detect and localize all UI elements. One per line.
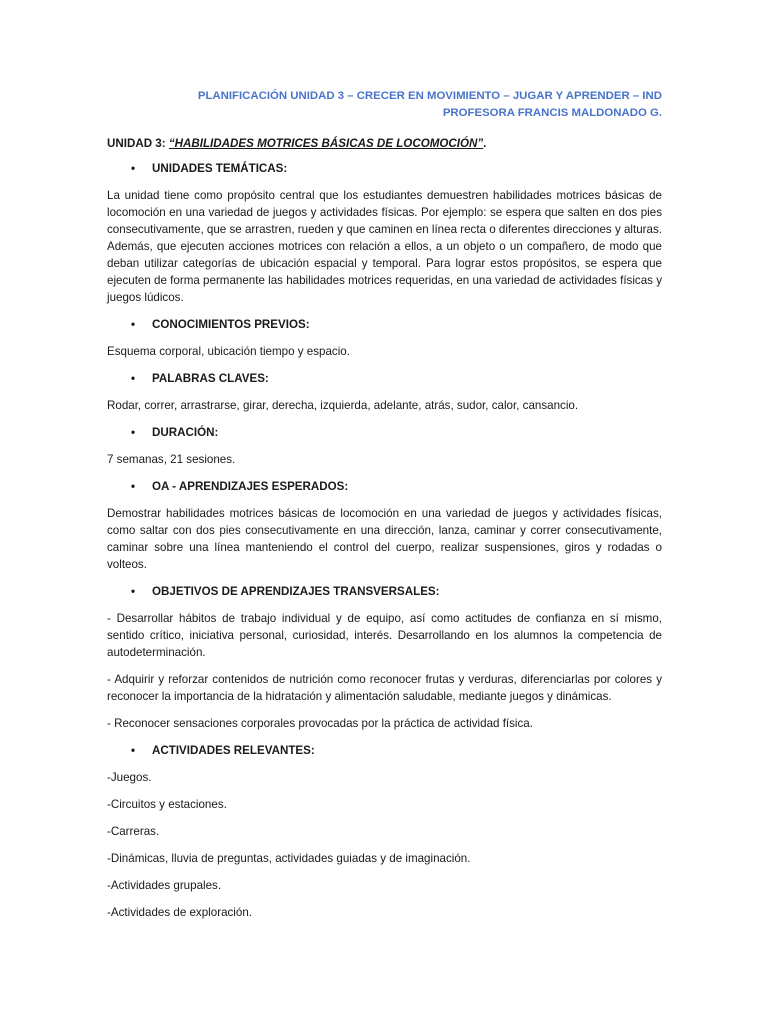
section-text-duracion: 7 semanas, 21 sesiones.	[107, 453, 236, 466]
section-heading-label: OA - APRENDIZAJES ESPERADOS:	[152, 480, 349, 493]
unit-prefix: UNIDAD 3:	[107, 137, 169, 150]
bullet-icon: •	[131, 372, 136, 385]
bullet-icon: •	[131, 744, 136, 757]
section-heading-label: OBJETIVOS DE APRENDIZAJES TRANSVERSALES:	[152, 585, 440, 598]
unit-title-line	[107, 135, 662, 152]
bullet-icon: •	[131, 318, 136, 331]
section-text-previos: Esquema corporal, ubicación tiempo y espacio.	[107, 345, 350, 358]
bullet-icon: •	[131, 480, 136, 493]
transversal-item: - Desarrollar hábitos de trabajo individual y de equipo, así como actitudes de confianza en sí mismo, sentido crítico, iniciativa personal, curiosidad, interés. Desarrollando en los alumnos la competencia de autodeterminación.	[107, 612, 662, 659]
activity-item: -Carreras.	[107, 825, 160, 838]
section-heading-actividades	[107, 742, 662, 759]
unit-suffix: .	[483, 137, 487, 150]
header-title: PLANIFICACIÓN UNIDAD 3 – CRECER EN MOVIMIENTO – JUGAR Y APRENDER – IND	[197, 90, 662, 102]
bullet-icon: •	[131, 585, 136, 598]
section-heading-previos	[107, 316, 662, 333]
section-heading-transversales	[107, 583, 662, 600]
section-heading-claves	[107, 370, 662, 387]
section-heading-label: ACTIVIDADES RELEVANTES:	[152, 744, 315, 757]
document-page	[107, 88, 662, 931]
bullet-icon: •	[131, 426, 136, 439]
section-heading-label: UNIDADES TEMÁTICAS:	[152, 162, 288, 175]
section-heading-label: PALABRAS CLAVES:	[152, 372, 269, 385]
activity-item: -Juegos.	[107, 771, 152, 784]
activity-item: -Dinámicas, lluvia de preguntas, actividades guiadas y de imaginación.	[107, 852, 471, 865]
section-heading-duracion	[107, 424, 662, 441]
activity-item: -Circuitos y estaciones.	[107, 798, 227, 811]
activity-item: -Actividades de exploración.	[107, 906, 253, 919]
section-heading-label: CONOCIMIENTOS PREVIOS:	[152, 318, 310, 331]
section-text-claves: Rodar, correr, arrastrarse, girar, derecha, izquierda, adelante, atrás, sudor, calor, cansancio.	[107, 399, 579, 412]
transversal-item: - Adquirir y reforzar contenidos de nutrición como reconocer frutas y verduras, diferenciarlas por colores y reconocer la importancia de la hidratación y alimentación saludable, mediante juegos y dinámicas.	[107, 673, 662, 703]
bullet-icon: •	[131, 162, 136, 175]
section-heading-oa	[107, 478, 662, 495]
header-teacher: PROFESORA FRANCIS MALDONADO G.	[442, 107, 662, 119]
section-heading-label: DURACIÓN:	[152, 426, 219, 439]
activity-item: -Actividades grupales.	[107, 879, 222, 892]
unit-title: “HABILIDADES MOTRICES BÁSICAS DE LOCOMOCIÓN”	[168, 137, 484, 150]
section-heading-tematicas	[107, 160, 662, 177]
section-text-tematicas: La unidad tiene como propósito central que los estudiantes demuestren habilidades motrices básicas de locomoción en una variedad de juegos y actividades físicas. Por ejemplo: se espera que salten en dos pies consecutivamente, que se arrastren, rueden y que caminen en línea recta o diferentes direcciones y alturas. Además, que ejecuten acciones motrices con relación a ellos, a un objeto o un compañero, de modo que deban utilizar categorías de ubicación espacial y temporal. Para lograr estos propósitos, se espera que ejecuten de forma permanente las habilidades motrices requeridas, en una variedad de actividades físicas y juegos lúdicos.	[107, 189, 662, 304]
transversal-item: - Reconocer sensaciones corporales provocadas por la práctica de actividad física.	[107, 717, 533, 730]
document-header	[107, 88, 662, 122]
section-text-oa: Demostrar habilidades motrices básicas de locomoción en una variedad de juegos y actividades físicas, como saltar con dos pies consecutivamente en una dirección, lanza, caminar y correr consecutivamente, caminar sobre una línea manteniendo el control del cuerpo, realizar suspensiones, giros y rodadas o volteos.	[107, 507, 662, 571]
